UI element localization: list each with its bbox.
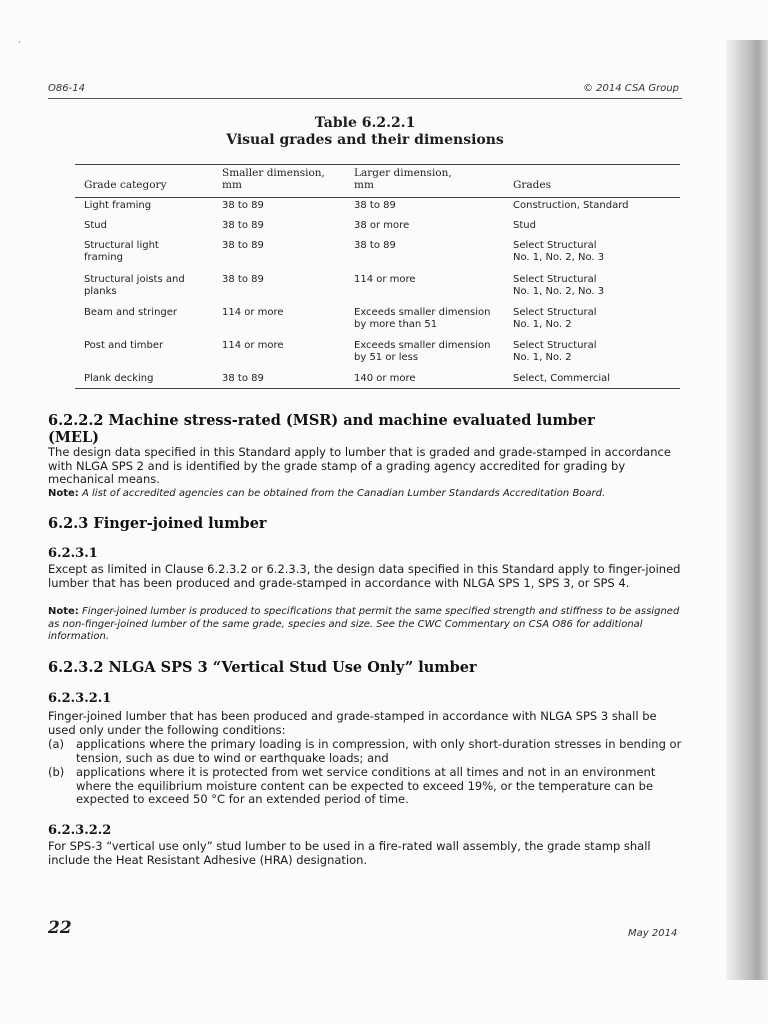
cell-grade-category xyxy=(84,200,151,212)
col-header-line: Smaller dimension, xyxy=(222,167,325,179)
cell-line: 38 or more xyxy=(354,220,410,231)
cell-line: 140 or more xyxy=(354,373,416,384)
cell-grades xyxy=(513,307,597,331)
cell-line: Select Structural xyxy=(513,307,597,318)
section-heading-6-2-2-2 xyxy=(48,412,595,446)
cell-larger-dimension xyxy=(354,274,416,286)
cell-line: No. 1, No. 2, No. 3 xyxy=(513,286,605,297)
cell-line: No. 1, No. 2 xyxy=(513,352,572,363)
note-label: Note: xyxy=(48,606,79,617)
cell-larger-dimension xyxy=(354,200,396,212)
cell-line: Beam and stringer xyxy=(84,307,178,318)
cell-larger-dimension xyxy=(354,220,409,232)
list-item-label: (b) xyxy=(48,765,65,779)
cell-grades xyxy=(513,220,536,232)
table-top-rule xyxy=(75,164,680,165)
cell-line: Stud xyxy=(84,220,107,231)
col-header-grade-category xyxy=(84,179,167,191)
cell-line: Post and timber xyxy=(84,340,164,351)
cell-smaller-dimension: 38 to 89 xyxy=(222,240,264,251)
cell-larger-dimension xyxy=(354,307,490,331)
cell-smaller-dimension: 114 or more xyxy=(222,340,284,351)
cell-line: No. 1, No. 2, No. 3 xyxy=(513,252,605,263)
cell-line: by 51 or less xyxy=(354,352,419,363)
cell-larger-dimension xyxy=(354,340,490,364)
scan-speck: ’ xyxy=(18,40,21,49)
table-number: Table 6.2.2.1 xyxy=(314,115,416,131)
cell-grades xyxy=(513,200,629,212)
cell-line: Select Structural xyxy=(513,274,597,285)
cell-line: framing xyxy=(84,252,123,263)
cell-line: by more than 51 xyxy=(354,319,438,330)
note-6-2-3-1 xyxy=(48,606,688,644)
col-header-line: Grade category xyxy=(84,179,167,191)
cell-grade-category xyxy=(84,220,107,232)
cell-smaller-dimension: 114 or more xyxy=(222,307,284,318)
cell-line: Plank decking xyxy=(84,373,154,384)
cell-line: 114 or more xyxy=(354,274,416,285)
table-header-rule xyxy=(75,197,680,198)
page-number: 22 xyxy=(48,918,72,938)
cell-larger-dimension xyxy=(354,373,416,385)
col-header-grades xyxy=(513,179,551,191)
section-body-6-2-3-2-2: For SPS-3 “vertical use only” stud lumber to be used in a fire-rated wall assembly, the grade stamp shall include the Heat Resistant Adhesive (HRA) designation. xyxy=(48,839,651,867)
col-header-line: Larger dimension, xyxy=(354,167,452,179)
cell-grade-category xyxy=(84,307,177,319)
cell-grades xyxy=(513,274,604,298)
cell-grade-category xyxy=(84,340,163,352)
section-heading-6-2-3-2: 6.2.3.2 NLGA SPS 3 “Vertical Stud Use Only” lumber xyxy=(48,659,477,676)
cell-line: Light framing xyxy=(84,200,152,211)
list-item-label: (a) xyxy=(48,737,65,751)
section-body-6-2-3-1: Except as limited in Clause 6.2.3.2 or 6.2.3.3, the design data specified in this Standard apply to finger-joined lumber that has been produced and grade-stamped in accordance with NLGA SPS 1, SPS 3, or SPS 4. xyxy=(48,562,681,590)
section-body-6-2-3-2-1: Finger-joined lumber that has been produced and grade-stamped in accordance with NLGA SPS 3 shall be used only under the following conditions: xyxy=(48,709,657,737)
cell-smaller-dimension: 38 to 89 xyxy=(222,274,264,285)
document-id: O86-14 xyxy=(48,83,85,94)
note-text: Finger-joined lumber is produced to specifications that permit the same specified strength and stiffness to be assigned as non-finger-joined lumber of the same grade, species and size. See the CWC Commentary on CSA O86 for additional information. xyxy=(48,606,680,642)
cell-grades xyxy=(513,373,610,385)
cell-line: Structural joists and xyxy=(84,274,185,285)
table-caption: Visual grades and their dimensions xyxy=(226,132,504,148)
cell-line: Select, Commercial xyxy=(513,373,611,384)
cell-grades xyxy=(513,240,604,264)
cell-grade-category xyxy=(84,373,154,385)
cell-line: Exceeds smaller dimension xyxy=(354,307,491,318)
section-heading-6-2-3-2-1: 6.2.3.2.1 xyxy=(48,691,112,706)
cell-line: Select Structural xyxy=(513,240,597,251)
col-header-line: mm xyxy=(354,179,374,191)
note-6-2-2-2 xyxy=(48,488,688,501)
copyright-notice: © 2014 CSA Group xyxy=(583,83,680,94)
list-item-text: applications where it is protected from wet service conditions at all times and not in an environment where the equilibrium moisture content can be expected to exceed 19%, or the temperature can be expected to exceed 50 °C for an extended period of time. xyxy=(76,765,656,806)
col-header-smaller-dimension xyxy=(222,167,325,191)
cell-line: 38 to 89 xyxy=(354,200,396,211)
cell-line: Construction, Standard xyxy=(513,200,629,211)
cell-grades xyxy=(513,340,597,364)
table-bottom-rule xyxy=(75,388,680,389)
cell-grade-category xyxy=(84,240,159,264)
cell-line: No. 1, No. 2 xyxy=(513,319,572,330)
cell-line: Select Structural xyxy=(513,340,597,351)
section-heading-6-2-3-2-2: 6.2.3.2.2 xyxy=(48,823,112,838)
cell-line: Structural light xyxy=(84,240,159,251)
list-item-text: applications where the primary loading is in compression, with only short-duration stresses in bending or tension, such as due to wind or earthquake loads; and xyxy=(76,737,682,765)
cell-larger-dimension xyxy=(354,240,396,252)
col-header-line: Grades xyxy=(513,179,551,191)
cell-line: planks xyxy=(84,286,117,297)
section-body-6-2-2-2: The design data specified in this Standard apply to lumber that is graded and grade-stamped in accordance with NLGA SPS 2 and is identified by the grade stamp of a grading agency accredited for grading by mechanical means. xyxy=(48,445,671,486)
cell-line: Exceeds smaller dimension xyxy=(354,340,491,351)
cell-smaller-dimension: 38 to 89 xyxy=(222,373,264,384)
section-heading-6-2-3: 6.2.3 Finger-joined lumber xyxy=(48,515,267,532)
cell-grade-category xyxy=(84,274,185,298)
note-label: Note: xyxy=(48,488,79,499)
note-text: A list of accredited agencies can be obtained from the Canadian Lumber Standards Accreditation Board. xyxy=(82,488,606,499)
publication-date: May 2014 xyxy=(628,928,678,939)
col-header-larger-dimension xyxy=(354,167,452,191)
cell-smaller-dimension: 38 to 89 xyxy=(222,200,264,211)
header-rule xyxy=(48,98,682,99)
heading-line: 6.2.2.2 Machine stress-rated (MSR) and machine evaluated lumber xyxy=(48,412,595,429)
page-edge-shadow xyxy=(726,40,768,980)
cell-line: 38 to 89 xyxy=(354,240,396,251)
col-header-line: mm xyxy=(222,179,242,191)
section-heading-6-2-3-1: 6.2.3.1 xyxy=(48,546,98,561)
cell-line: Stud xyxy=(513,220,536,231)
heading-line: (MEL) xyxy=(48,429,100,446)
cell-smaller-dimension: 38 to 89 xyxy=(222,220,264,231)
